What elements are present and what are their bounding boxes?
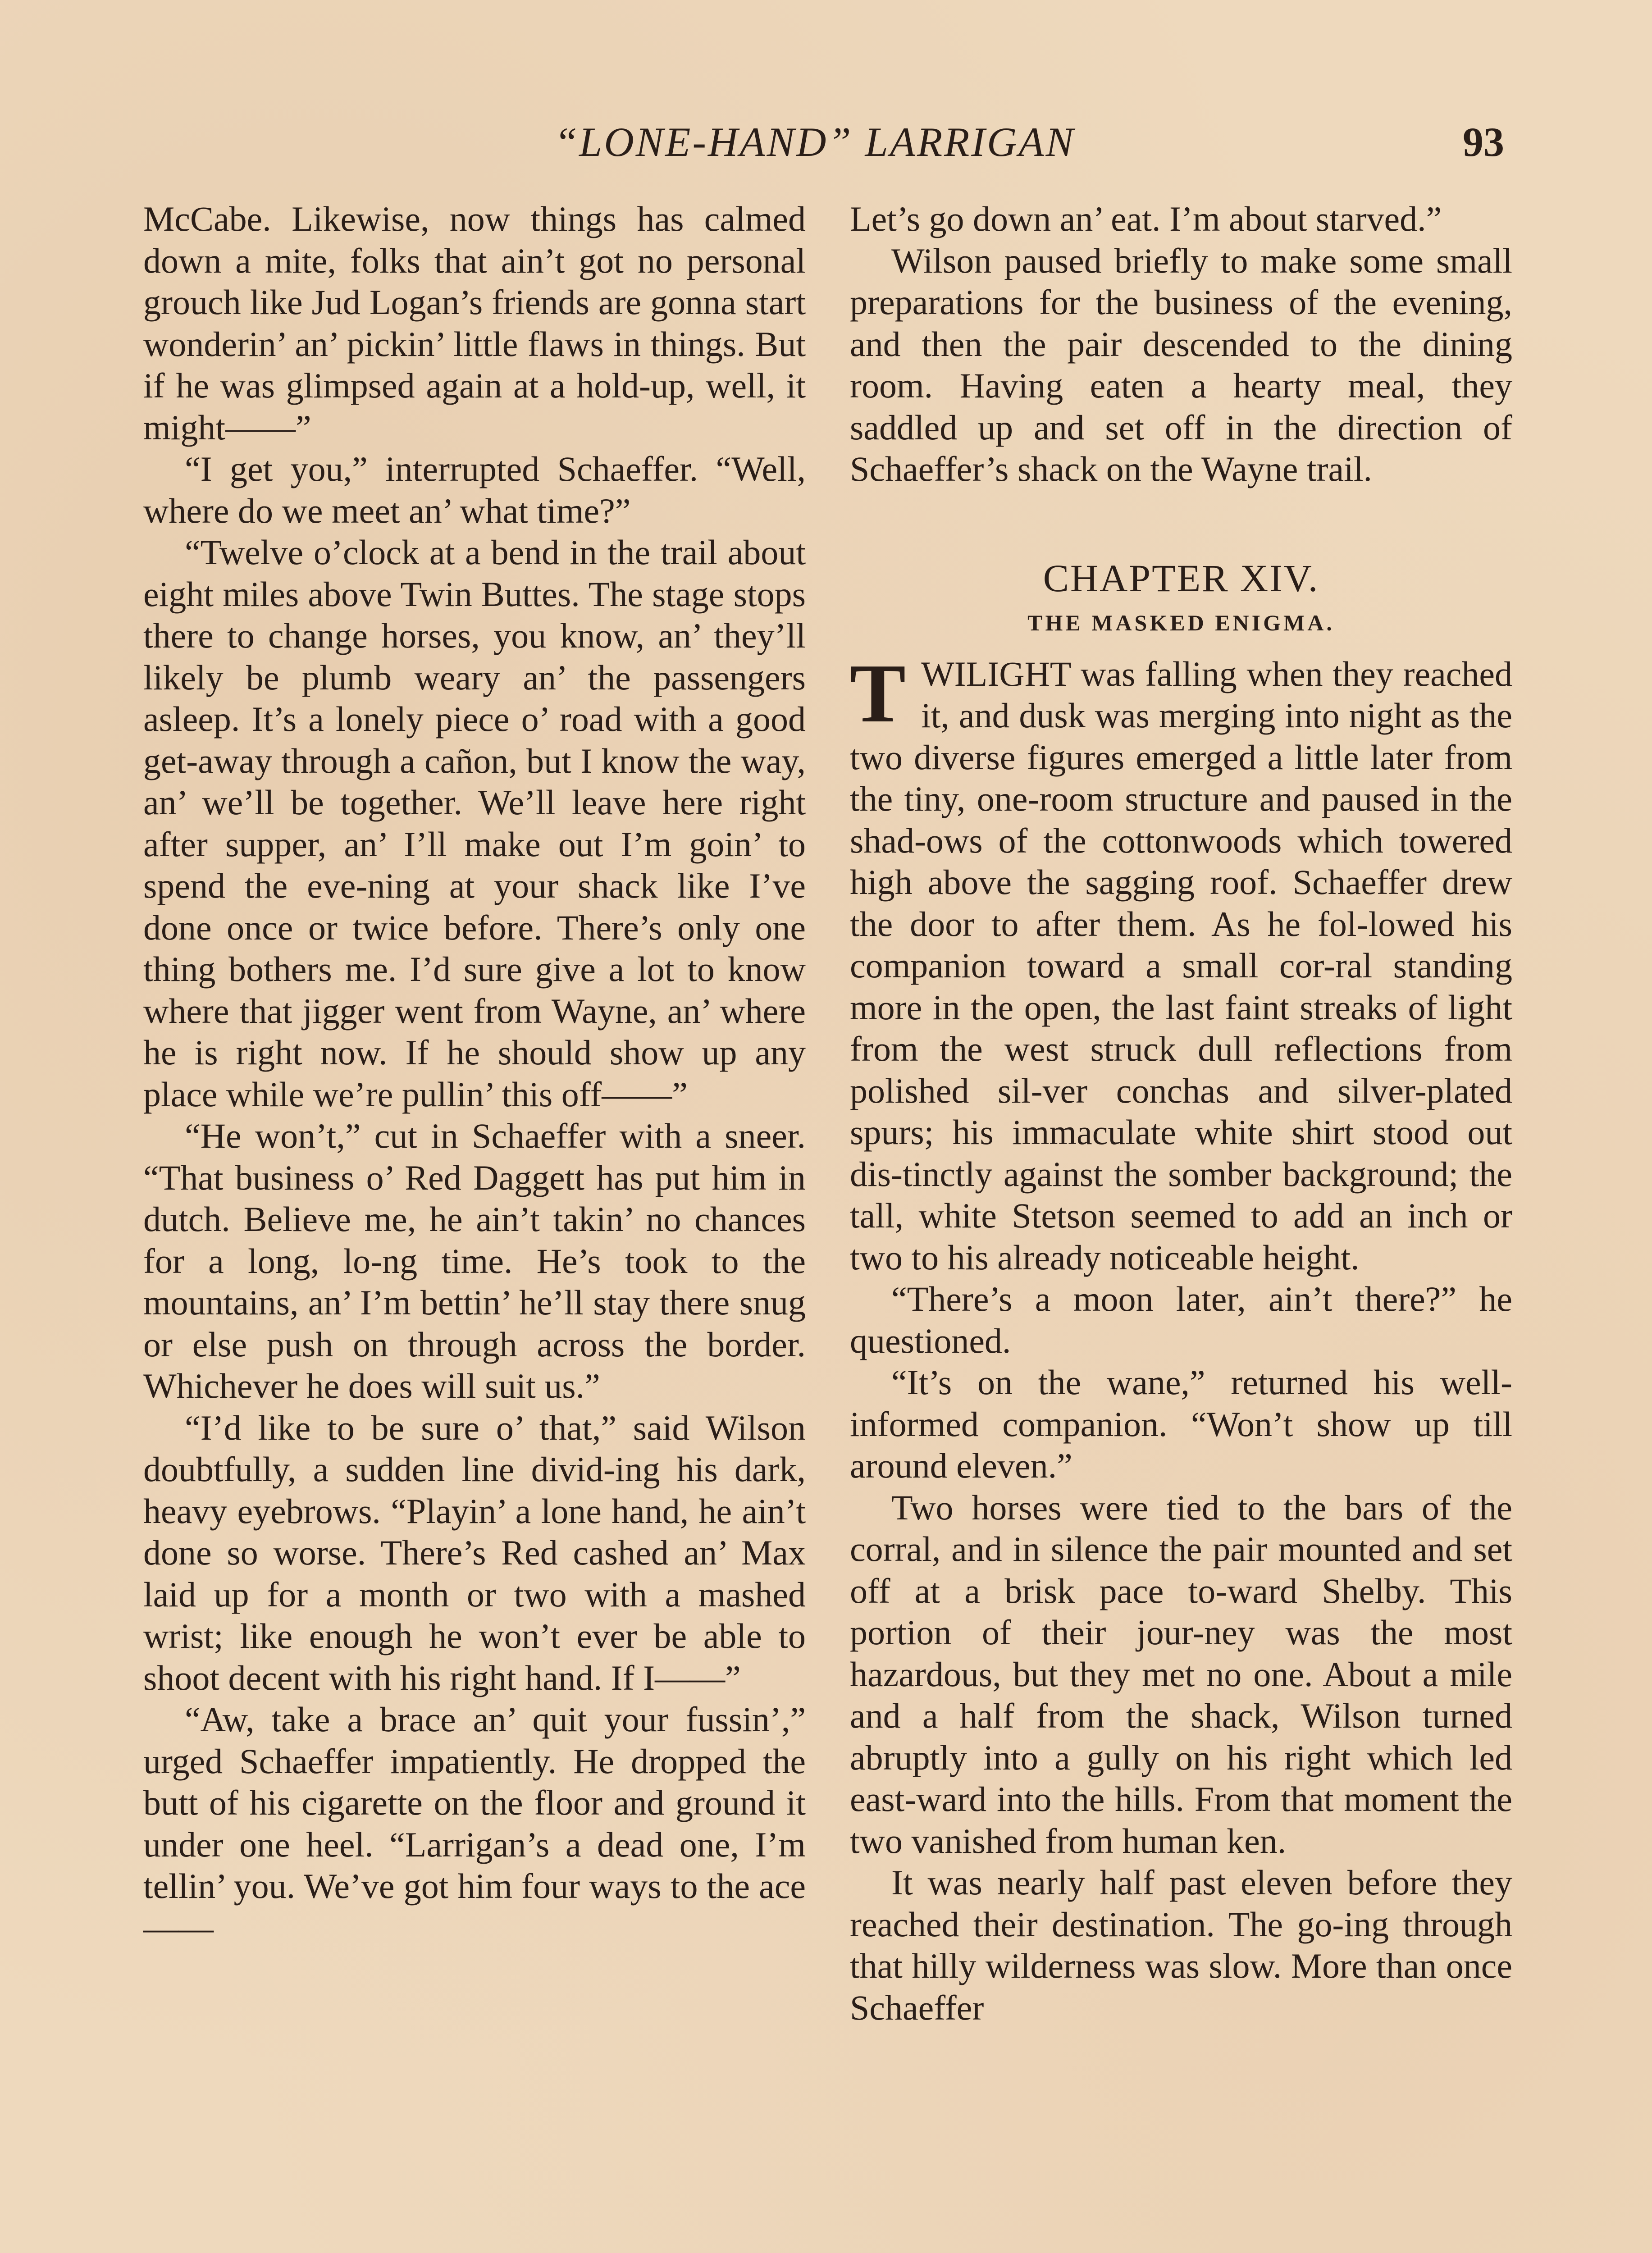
paragraph: Two horses were tied to the bars of the corral, and in silence the pair mounted and set off at a brisk pace to-ward Shelby. This portion of their jour-ney was the most hazardous, but they met no one. About a mile and a half from the shack, Wilson turned abruptly into a gully on his right which led east-ward into the hills. From that moment the two vanished from human ken. [850,1487,1512,1861]
paragraph: “There’s a moon later, ain’t there?” he questioned. [850,1279,1512,1360]
running-head: “LONE-HAND” LARRIGAN [554,119,1075,165]
drop-cap: T [850,647,906,740]
paragraph: “I get you,” interrupted Schaeffer. “Well, where do we meet an’ what time?” [143,449,806,530]
right-column [850,198,1512,2029]
chapter-title: CHAPTER XIV. [1043,556,1319,600]
paragraph: “He won’t,” cut in Schaeffer with a sneer. “That business o’ Red Daggett has put him in dutch. Believe me, he ain’t takin’ no chances for a long, lo-ng time. He’s took to the mountains, an’ I’m bettin’ he’ll stay there snug or else push on through across the border. Whichever he does will suit us.” [143,1116,806,1405]
paragraph: “Aw, take a brace an’ quit your fussin’,” urged Schaeffer impatiently. He dropped the butt of his cigarette on the floor and ground it under one heel. “Larrigan’s a dead one, I’m tellin’ you. We’ve got him four ways to the ace—— [143,1700,806,1947]
paragraph: Wilson paused briefly to make some small preparations for the business of the evening, and then the pair descended to the dining room. Having eaten a hearty meal, they saddled up and set off in the direction of Schaeffer’s shack on the Wayne trail. [850,241,1512,488]
left-column [143,198,806,1949]
page-number: 93 [1463,119,1504,165]
paragraph-text: WILIGHT was falling when they reached it, and dusk was merging into night as the two diverse figures emerged a little later from the tiny, one-room structure and paused in the shad-ows of the cottonwoods which towered high above the sagging roof. Schaeffer drew the door to after them. As he fol-lowed his companion toward a small cor-ral standing more in the open, the last faint streaks of light from the west struck dull reflections from polished sil-ver conchas and silver-plated spurs; his immaculate white shirt stood out dis-tinctly against the somber background; the tall, white Stetson seemed to add an inch or two to his already noticeable height. [850,654,1512,1277]
chapter-subtitle: THE MASKED ENIGMA. [1027,610,1335,635]
paragraph: “I’d like to be sure o’ that,” said Wilson doubtfully, a sudden line divid-ing his dark, heavy eyebrows. “Playin’ a lone hand, he ain’t done so worse. There’s Red cashed an’ Max laid up for a month or two with a mashed wrist; like enough he won’t ever be able to shoot decent with his right hand. If I——” [143,1408,806,1697]
paragraph: It was nearly half past eleven before they reached their destination. The go-ing through that hilly wilderness was slow. More than once Schaeffer [850,1863,1512,2027]
paragraph: McCabe. Likewise, now things has calmed down a mite, folks that ain’t got no personal grouch like Jud Logan’s friends are gonna start wonderin’ an’ pickin’ little flaws in things. But if he was glimpsed again at a hold-up, well, it might——” [143,199,806,447]
paragraph: Let’s go down an’ eat. I’m about starved.” [850,199,1442,238]
paragraph: “Twelve o’clock at a bend in the trail about eight miles above Twin Buttes. The stage stops there to change horses, you know, an’ they’ll likely be plumb weary an’ the passengers asleep. It’s a lonely piece o’ road with a good get-away through a cañon, but I know the way, an’ we’ll be together. We’ll leave here right after supper, an’ I’ll make out I’m goin’ to spend the eve-ning at your shack like I’ve done once or twice before. There’s only one thing bothers me. I’d sure give a lot to know where that jigger went from Wayne, an’ where he is right now. If he should show up any place while we’re pullin’ this off——” [143,533,806,1114]
chapter-opening-paragraph [850,647,1512,1279]
paragraph: “It’s on the wane,” returned his well-informed companion. “Won’t show up till around eleven.” [850,1363,1512,1485]
